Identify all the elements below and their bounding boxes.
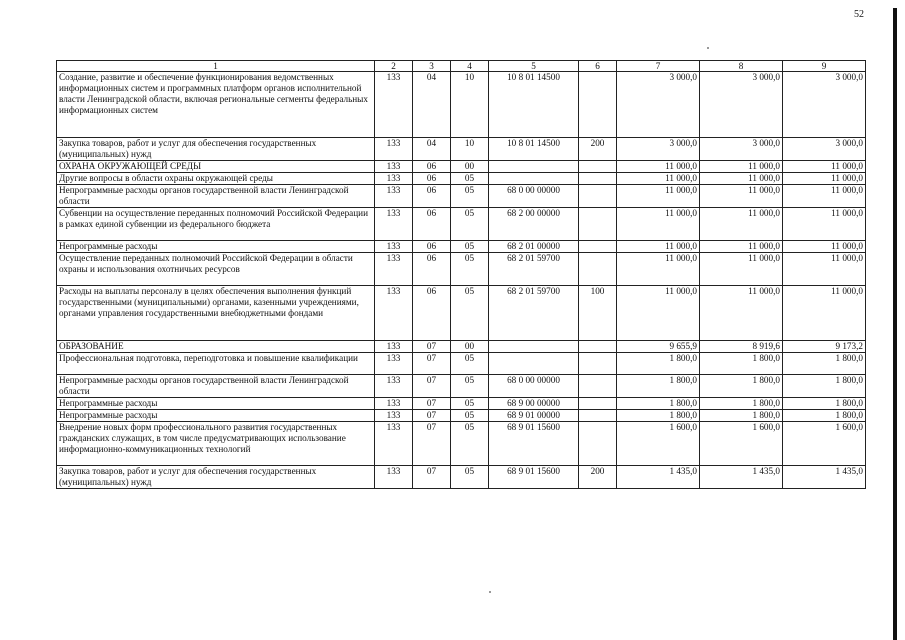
amount-cell: 1 600,0 (700, 422, 783, 466)
amount-cell: 1 800,0 (783, 375, 866, 398)
expense-type-cell (579, 161, 617, 173)
code-admin-cell: 133 (375, 185, 413, 208)
expense-type-cell (579, 241, 617, 253)
expense-type-cell (579, 375, 617, 398)
code-admin-cell: 133 (375, 241, 413, 253)
amount-cell: 1 435,0 (700, 466, 783, 489)
amount-cell: 11 000,0 (700, 286, 783, 341)
target-article-cell: 68 2 01 59700 (489, 253, 579, 286)
table-row (57, 185, 866, 208)
target-article-cell (489, 353, 579, 375)
amount-cell: 8 919,6 (700, 341, 783, 353)
amount-cell: 11 000,0 (617, 253, 700, 286)
amount-cell: 1 800,0 (783, 410, 866, 422)
column-header: 3 (413, 61, 451, 72)
target-article-cell: 68 0 00 00000 (489, 185, 579, 208)
column-number-row (57, 61, 866, 72)
row-name-cell: Закупка товаров, работ и услуг для обеспечения государственных (муниципальных) нужд (57, 138, 375, 161)
target-article-cell (489, 341, 579, 353)
code-admin-cell: 133 (375, 286, 413, 341)
table-row (57, 341, 866, 353)
table-row (57, 375, 866, 398)
column-header: 6 (579, 61, 617, 72)
amount-cell: 3 000,0 (617, 138, 700, 161)
code-admin-cell: 133 (375, 353, 413, 375)
amount-cell: 1 800,0 (783, 353, 866, 375)
amount-cell: 1 600,0 (617, 422, 700, 466)
column-header: 4 (451, 61, 489, 72)
amount-cell: 11 000,0 (700, 241, 783, 253)
scan-speck (489, 591, 491, 593)
amount-cell: 3 000,0 (617, 72, 700, 138)
target-article-cell: 68 2 01 00000 (489, 241, 579, 253)
section-cell: 06 (413, 185, 451, 208)
subsection-cell: 05 (451, 353, 489, 375)
amount-cell: 1 600,0 (783, 422, 866, 466)
row-name-cell: Непрограммные расходы (57, 241, 375, 253)
expense-type-cell (579, 422, 617, 466)
subsection-cell: 10 (451, 138, 489, 161)
subsection-cell: 05 (451, 241, 489, 253)
table-row (57, 208, 866, 241)
table-body (57, 72, 866, 489)
section-cell: 07 (413, 466, 451, 489)
amount-cell: 3 000,0 (700, 72, 783, 138)
amount-cell: 3 000,0 (700, 138, 783, 161)
table-row (57, 161, 866, 173)
amount-cell: 11 000,0 (700, 185, 783, 208)
amount-cell: 11 000,0 (700, 208, 783, 241)
expense-type-cell (579, 398, 617, 410)
subsection-cell: 05 (451, 185, 489, 208)
row-name-cell: Непрограммные расходы органов государственной власти Ленинградской области (57, 185, 375, 208)
amount-cell: 11 000,0 (783, 286, 866, 341)
expense-type-cell (579, 185, 617, 208)
expense-type-cell: 100 (579, 286, 617, 341)
row-name-cell: Создание, развитие и обеспечение функционирования ведомственных информационных систем и программных платформ органов исполнительной власти Ленинградской области, включая региональные сегменты федеральных информационных систем (57, 72, 375, 138)
section-cell: 06 (413, 253, 451, 286)
code-admin-cell: 133 (375, 161, 413, 173)
subsection-cell: 00 (451, 341, 489, 353)
scan-edge-shadow (893, 8, 897, 640)
code-admin-cell: 133 (375, 422, 413, 466)
amount-cell: 11 000,0 (783, 161, 866, 173)
column-header: 9 (783, 61, 866, 72)
row-name-cell: Непрограммные расходы (57, 410, 375, 422)
table-row (57, 398, 866, 410)
column-header: 8 (700, 61, 783, 72)
amount-cell: 1 800,0 (617, 410, 700, 422)
amount-cell: 1 800,0 (617, 375, 700, 398)
target-article-cell: 68 2 00 00000 (489, 208, 579, 241)
subsection-cell: 05 (451, 173, 489, 185)
expense-type-cell (579, 173, 617, 185)
section-cell: 07 (413, 341, 451, 353)
amount-cell: 11 000,0 (617, 208, 700, 241)
subsection-cell: 05 (451, 253, 489, 286)
table-row (57, 422, 866, 466)
target-article-cell: 68 9 01 15600 (489, 466, 579, 489)
row-name-cell: Закупка товаров, работ и услуг для обеспечения государственных (муниципальных) нужд (57, 466, 375, 489)
amount-cell: 9 173,2 (783, 341, 866, 353)
amount-cell: 1 800,0 (700, 375, 783, 398)
amount-cell: 3 000,0 (783, 138, 866, 161)
row-name-cell: Непрограммные расходы органов государственной власти Ленинградской области (57, 375, 375, 398)
amount-cell: 11 000,0 (783, 241, 866, 253)
code-admin-cell: 133 (375, 341, 413, 353)
section-cell: 07 (413, 422, 451, 466)
section-cell: 07 (413, 410, 451, 422)
table-row (57, 72, 866, 138)
expense-type-cell: 200 (579, 138, 617, 161)
column-header: 1 (57, 61, 375, 72)
amount-cell: 1 800,0 (617, 353, 700, 375)
code-admin-cell: 133 (375, 253, 413, 286)
target-article-cell: 68 0 00 00000 (489, 375, 579, 398)
amount-cell: 11 000,0 (783, 208, 866, 241)
target-article-cell (489, 161, 579, 173)
amount-cell: 11 000,0 (783, 185, 866, 208)
subsection-cell: 05 (451, 375, 489, 398)
subsection-cell: 05 (451, 208, 489, 241)
target-article-cell (489, 173, 579, 185)
section-cell: 07 (413, 375, 451, 398)
budget-table (56, 60, 866, 489)
amount-cell: 1 800,0 (783, 398, 866, 410)
target-article-cell: 10 8 01 14500 (489, 138, 579, 161)
section-cell: 06 (413, 173, 451, 185)
code-admin-cell: 133 (375, 410, 413, 422)
expense-type-cell: 200 (579, 466, 617, 489)
code-admin-cell: 133 (375, 173, 413, 185)
amount-cell: 1 800,0 (700, 410, 783, 422)
section-cell: 06 (413, 286, 451, 341)
expense-type-cell (579, 410, 617, 422)
subsection-cell: 05 (451, 286, 489, 341)
row-name-cell: ОХРАНА ОКРУЖАЮЩЕЙ СРЕДЫ (57, 161, 375, 173)
amount-cell: 1 435,0 (783, 466, 866, 489)
table-row (57, 241, 866, 253)
row-name-cell: Внедрение новых форм профессионального развития государственных гражданских служащих, в том числе предусматривающих использование информационно-коммуникационных технологий (57, 422, 375, 466)
code-admin-cell: 133 (375, 375, 413, 398)
amount-cell: 11 000,0 (700, 161, 783, 173)
scan-speck (707, 47, 709, 49)
section-cell: 04 (413, 72, 451, 138)
expense-type-cell (579, 341, 617, 353)
amount-cell: 11 000,0 (617, 286, 700, 341)
amount-cell: 11 000,0 (617, 161, 700, 173)
code-admin-cell: 133 (375, 398, 413, 410)
code-admin-cell: 133 (375, 72, 413, 138)
amount-cell: 9 655,9 (617, 341, 700, 353)
expense-type-cell (579, 353, 617, 375)
amount-cell: 11 000,0 (700, 253, 783, 286)
code-admin-cell: 133 (375, 208, 413, 241)
expense-type-cell (579, 253, 617, 286)
subsection-cell: 10 (451, 72, 489, 138)
subsection-cell: 00 (451, 161, 489, 173)
table-row (57, 353, 866, 375)
table-row (57, 253, 866, 286)
row-name-cell: Расходы на выплаты персоналу в целях обеспечения выполнения функций государственными (муниципальными) органами, казенными учреждениями, органами управления государственными внебюджетными фондами (57, 286, 375, 341)
section-cell: 07 (413, 398, 451, 410)
amount-cell: 11 000,0 (617, 185, 700, 208)
table-row (57, 138, 866, 161)
code-admin-cell: 133 (375, 138, 413, 161)
target-article-cell: 68 9 01 15600 (489, 422, 579, 466)
section-cell: 07 (413, 353, 451, 375)
section-cell: 04 (413, 138, 451, 161)
row-name-cell: Осуществление переданных полномочий Российской Федерации в области охраны и использования охотничьих ресурсов (57, 253, 375, 286)
subsection-cell: 05 (451, 466, 489, 489)
column-header: 5 (489, 61, 579, 72)
table-row (57, 466, 866, 489)
row-name-cell: Профессиональная подготовка, переподготовка и повышение квалификации (57, 353, 375, 375)
row-name-cell: Другие вопросы в области охраны окружающей среды (57, 173, 375, 185)
row-name-cell: Непрограммные расходы (57, 398, 375, 410)
subsection-cell: 05 (451, 398, 489, 410)
row-name-cell: ОБРАЗОВАНИЕ (57, 341, 375, 353)
page-number: 52 (854, 9, 864, 20)
target-article-cell: 68 9 00 00000 (489, 398, 579, 410)
row-name-cell: Субвенции на осуществление переданных полномочий Российской Федерации в рамках единой субвенции из федерального бюджета (57, 208, 375, 241)
amount-cell: 11 000,0 (617, 241, 700, 253)
amount-cell: 11 000,0 (700, 173, 783, 185)
amount-cell: 11 000,0 (617, 173, 700, 185)
code-admin-cell: 133 (375, 466, 413, 489)
target-article-cell: 10 8 01 14500 (489, 72, 579, 138)
expense-type-cell (579, 208, 617, 241)
target-article-cell: 68 9 01 00000 (489, 410, 579, 422)
column-header: 7 (617, 61, 700, 72)
table-row (57, 286, 866, 341)
amount-cell: 3 000,0 (783, 72, 866, 138)
table-row (57, 410, 866, 422)
subsection-cell: 05 (451, 422, 489, 466)
section-cell: 06 (413, 208, 451, 241)
amount-cell: 1 800,0 (700, 353, 783, 375)
amount-cell: 11 000,0 (783, 173, 866, 185)
target-article-cell: 68 2 01 59700 (489, 286, 579, 341)
amount-cell: 1 800,0 (617, 398, 700, 410)
amount-cell: 1 800,0 (700, 398, 783, 410)
column-header: 2 (375, 61, 413, 72)
expense-type-cell (579, 72, 617, 138)
subsection-cell: 05 (451, 410, 489, 422)
table-row (57, 173, 866, 185)
amount-cell: 11 000,0 (783, 253, 866, 286)
section-cell: 06 (413, 241, 451, 253)
section-cell: 06 (413, 161, 451, 173)
amount-cell: 1 435,0 (617, 466, 700, 489)
